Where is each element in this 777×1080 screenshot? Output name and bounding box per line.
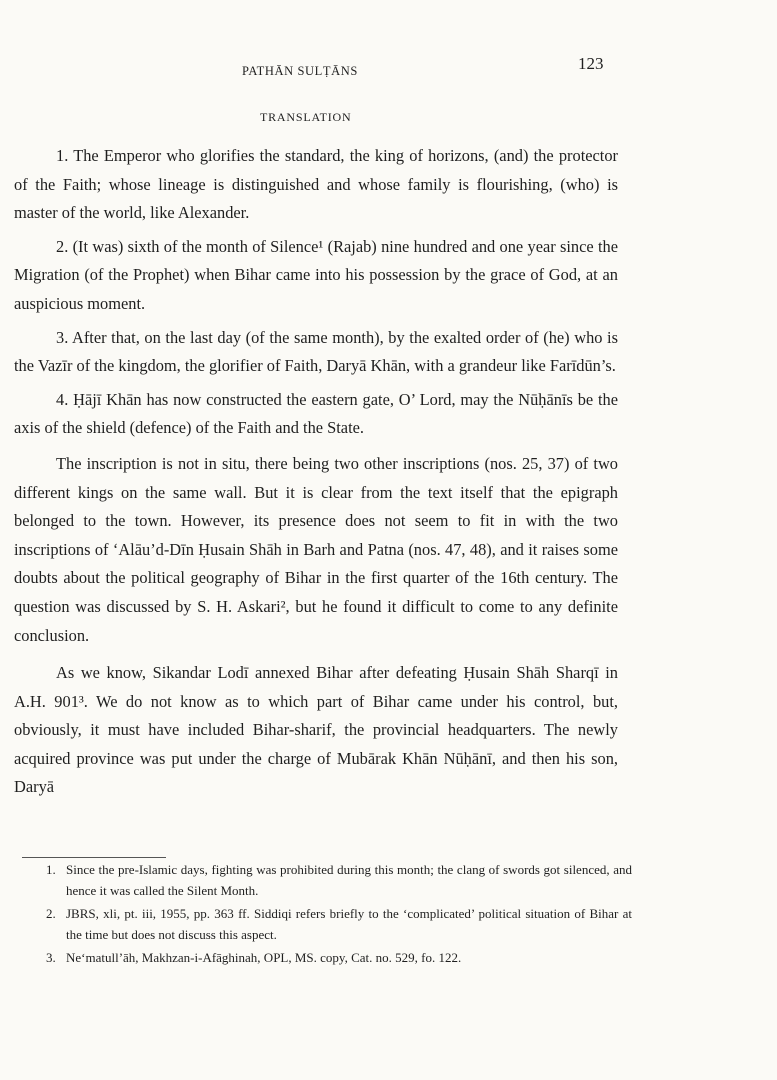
section-title: TRANSLATION [260, 110, 352, 124]
footnote-number: 3. [46, 950, 56, 965]
commentary-paragraph: The inscription is not in situ, there being two other inscriptions (nos. 25, 37) of two different kings on the same wall. But it is clear from the text itself that the epigraph belonged to the town. However, its presence does not seem to fit in with the two inscriptions of ‘Alāu’d-Dīn Ḥusain Shāh in Barh and Patna (nos. 47, 48), and it raises some doubts about the political geography of Bihar in the first quarter of the 16th century. The question was discussed by S. H. Askari², but he found it difficult to come to any definite conclusion. [14, 453, 618, 645]
footnotes [46, 860, 632, 972]
footnote-item [46, 860, 632, 901]
footnote-divider [22, 857, 166, 858]
footnote-item [46, 904, 632, 945]
translation-verse-4: 4. Ḥājī Khān has now constructed the eastern gate, O’ Lord, may the Nūḥānīs be the axis of the shield (defence) of the Faith and the State. [14, 389, 618, 438]
footnote-text: Ne‘matull’āh, Makhzan-i-Afāghinah, OPL, MS. copy, Cat. no. 529, fo. 122. [66, 950, 462, 965]
translation-verse-2: 2. (It was) sixth of the month of Silence¹ (Rajab) nine hundred and one year since the Migration (of the Prophet) when Bihar came into his possession by the grace of God, at an auspicious moment. [14, 236, 618, 313]
running-head: PATHĀN SULṬĀNS [242, 64, 358, 78]
translation-verse-3: 3. After that, on the last day (of the same month), by the exalted order of (he) who is the Vazīr of the kingdom, the glorifier of Faith, Daryā Khān, with a grandeur like Farīdūn’s. [14, 327, 618, 376]
footnote-number: 1. [46, 862, 56, 877]
footnote-item [46, 948, 632, 969]
commentary-paragraph: As we know, Sikandar Lodī annexed Bihar after defeating Ḥusain Shāh Sharqī in A.H. 901³. We do not know as to which part of Bihar came under his control, but, obviously, it must have included Bihar-sharif, the provincial headquarters. The newly acquired province was put under the charge of Mubārak Khān Nūḥānī, and then his son, Daryā [14, 663, 618, 797]
footnote-number: 2. [46, 906, 56, 921]
body-text [14, 142, 618, 807]
translation-verse-1: 1. The Emperor who glorifies the standard, the king of horizons, (and) the protector of the Faith; whose lineage is distinguished and whose family is flourishing, (who) is master of the world, like Alexander. [14, 146, 618, 223]
page-number: 123 [578, 54, 604, 73]
footnote-text: Since the pre-Islamic days, fighting was prohibited during this month; the clang of swords got silenced, and hence it was called the Silent Month. [66, 862, 632, 898]
footnote-text: JBRS, xli, pt. iii, 1955, pp. 363 ff. Siddiqi refers briefly to the ‘complicated’ political situation of Bihar at the time but does not discuss this aspect. [66, 906, 632, 942]
